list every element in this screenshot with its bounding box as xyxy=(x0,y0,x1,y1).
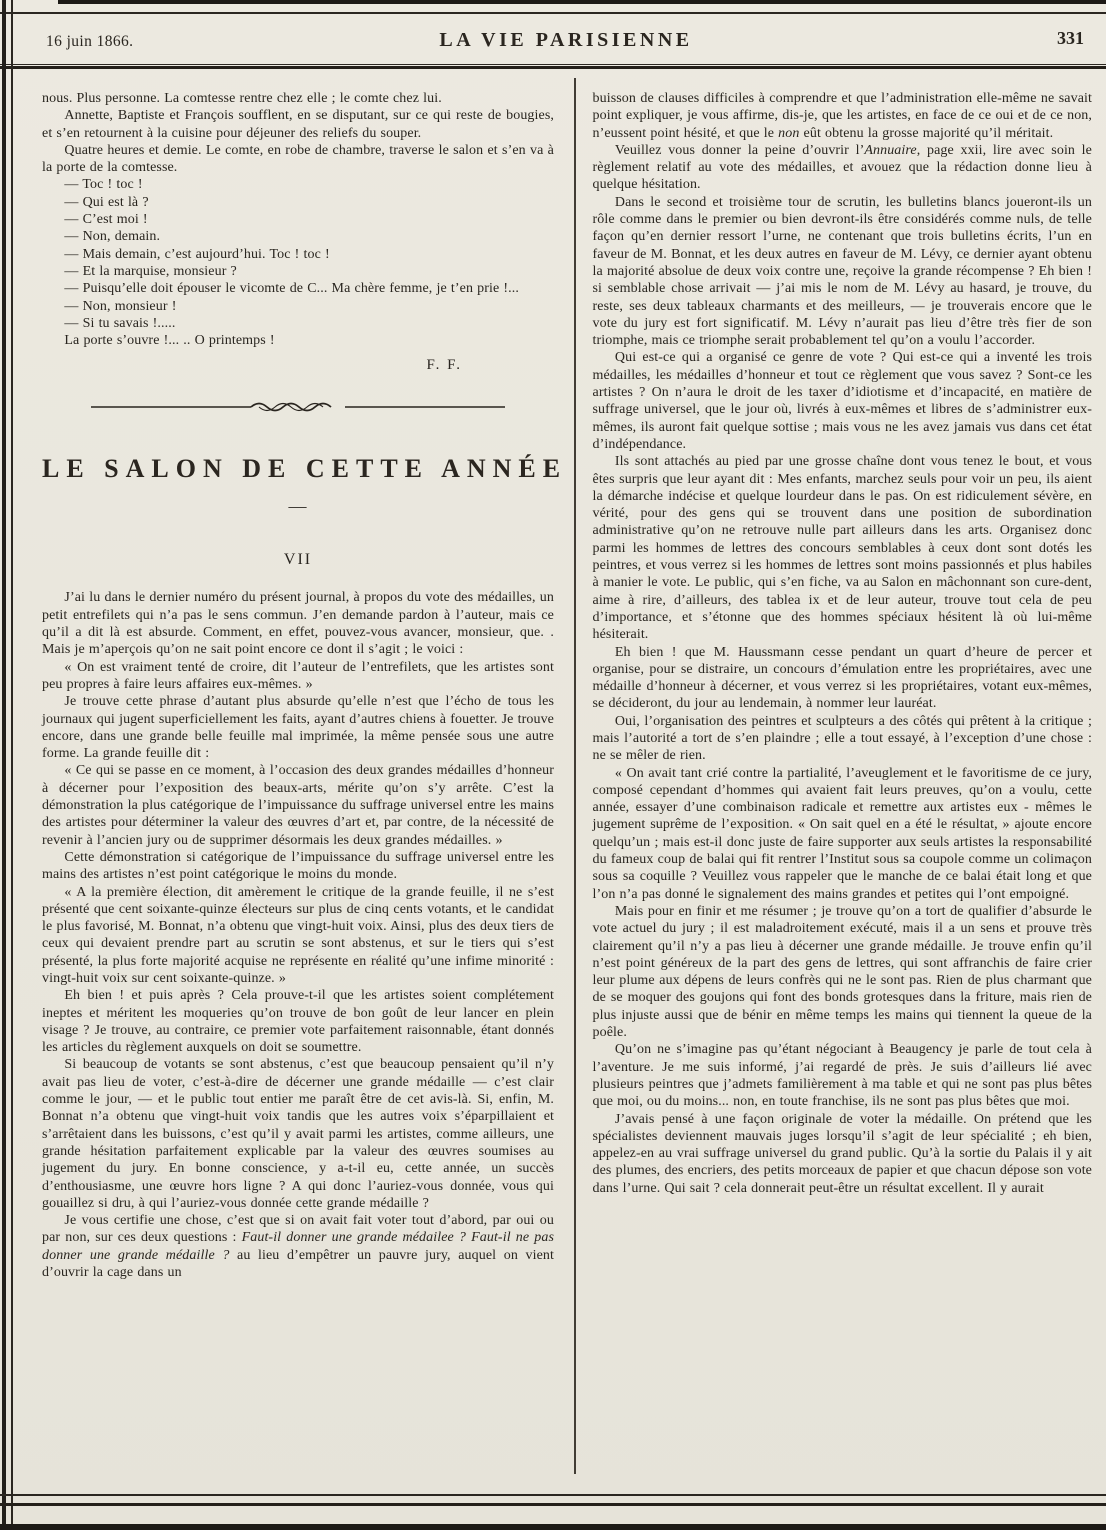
paragraph: Je trouve cette phrase d’autant plus absurde qu’elle n’est que l’écho de tous les journaux qui jugent superficiellement les faits, ayant d’autres chiens à fouetter. Je trouve encore, dans une grande belle feuille mal imprimée, la même pensée sous une autre forme. La grande feuille dit : xyxy=(42,694,554,762)
page-columns xyxy=(42,72,1094,1504)
paragraph: — Non, monsieur ! xyxy=(64,298,177,314)
right-column xyxy=(593,72,1095,1504)
paragraph: Eh bien ! et puis après ? Cela prouve-t-il que les artistes soient complétement ineptes et méritent les moqueries qu’on trouve de bon goût de leur lancer en plein visage ? Je trouve, au contraire, ce premier vote parfaitement raisonnable, étant donnés les articles du règlement auxquels on doit se soumettre. xyxy=(42,988,554,1056)
article-body-left xyxy=(42,589,554,1281)
paragraph: nous. Plus personne. La comtesse rentre chez elle ; le comte chez lui. xyxy=(42,91,442,106)
paragraph: Cette démonstration si catégorique de l’impuissance du suffrage universel entre les mains des artistes n’est point catégorique le moins du monde. xyxy=(42,849,554,883)
section-divider-ornament xyxy=(42,400,554,414)
paragraph: Qu’on ne s’imagine pas qu’étant négociant à Beaugency je parle de tout cela à l’aventure. Je me suis informé, j’ai regardé de près. Je suis d’ailleurs lié avec plusieurs peintres que j’admets familièrement à ma table et qui ne sont pas plus bêtes que moi, ou du moins... non, en toute franchise, ils ne sont pas plus bêtes que moi. xyxy=(592,1042,1092,1110)
paragraph: buisson de clauses difficiles à comprendre et que l’administration elle-même ne savait point expliquer, je vous affirme, dis-je, que les artistes, en face de ce oui et de ce non, n’eussent point hésité, et que le non eût obtenu la grosse majorité qu’il méritait. xyxy=(592,91,1092,141)
paragraph: Dans le second et troisième tour de scrutin, les bulletins blancs joueront-ils un rôle comme dans le premier ou bien devront-ils être considérés comme nuls, de telle façon qu’en dernier ressort l’urne, ne contenant que trois bulletins écrits, l’un en faveur de M. Bonnat, et les deux autres en faveur de M. Lévy, ce dernier ayant obtenu la majorité absolue de deux voix contre une, reçoive la grande récompense ? Eh bien ! si semblable chose arrivait — j’ai mis le nom de M. Lévy au hasard, je trouve, du reste, ses deux tableaux charmants et des meilleurs, — je trouverais encore que le vote du jury est fort significatif. M. Lévy n’aurait pas lieu d’être très fier de son triomphe, mais ce triomphe serait probablement tel qu’on a voulu l’accorder. xyxy=(592,194,1092,349)
paragraph: — Non, demain. xyxy=(64,229,161,245)
author-signature: F. F. xyxy=(426,357,462,374)
page-number: 331 xyxy=(1057,28,1084,48)
paragraph: Ils sont attachés au pied par une grosse chaîne dont vous tenez le bout, et vous êtes surpris que leur ayant dit : Mes enfants, marchez seuls pour voir un peu, ils aient la démarche indécise et quelque lourdeur dans le pas. On est ridiculement sévère, en vérité, pour des gens qui se trouvent dans une position de subordination administrative qu’on ne retrouve nulle part ailleurs dans les arts. Organisez donc parmi les hommes de lettres des concours semblables à ceux dont sont dotés les peintres, et vous verrez si les hommes de lettres sont moins passionnés et plus habiles à manier le vote. Le public, qui s’en fiche, va au Salon en mâchonnant son cure-dent, aime à rire, d’ailleurs, des tablea ix et de leur auteur, trouve tout cela de peu d’importance, et s’étonne que des hommes spéciaux hésitent là où lui-même hésiterait. xyxy=(592,454,1092,643)
paragraph: Oui, l’organisation des peintres et sculpteurs a des côtés qui prêtent à la critique ; mais l’autorité a tort de s’en plaindre ; elle a tout essayé, à l’exception d’une chose : ne se mêler de rien. xyxy=(592,713,1092,764)
article-body-right xyxy=(593,90,1093,1197)
page-left-border xyxy=(2,0,13,1530)
paragraph: — Mais demain, c’est aujourd’hui. Toc ! toc ! xyxy=(64,246,330,262)
paragraph: Si beaucoup de votants se sont abstenus, c’est que beaucoup pensaient qu’il n’y avait pas lieu de voter, c’est-à-dire de décerner une grande médaille — c’est clair comme le jour, — et le public tout entier me paraît être de cet avis-là. Si, enfin, M. Bonnat n’a obtenu que vingt-huit voix tandis que les autres voix s’éparpillaient et s’arrêtaient dans les buissons, c’est qu’il y avait parmi les artistes, comme ailleurs, une grande hésitation parfaitement explicable par la valeur des œuvres soumises au jugement du jury. En bonne conscience, y a-t-il eu, cette année, un succès d’enthousiasme, une œuvre hors ligne ? A qui donc l’auriez-vous donnée, vous qui gouaillez si dru, à qui l’auriez-vous donnée cette grande médaille ? xyxy=(42,1057,554,1211)
paragraph: Je vous certifie une chose, c’est que si on avait fait voter tout d’abord, par oui ou par non, sur ces deux questions : Faut-il donner une grande médailee ? Faut-il ne pas donner une grande médaille ? au lieu d’empêtrer un pauvre jury, auquel on vient d’ouvrir la cage dans un xyxy=(42,1213,554,1281)
paragraph: Mais pour en finir et me résumer ; je trouve qu’on a tort de qualifier d’absurde le vote actuel du jury ; il est maladroitement exécuté, mais il a un sens et prouve très clairement qu’il n’y a pas lieu à décerner une grande médaille. Je trouve enfin qu’il n’est point généreux de la part des gens de lettres, qui sont affranchis de faire crier leur plume aux dépens de leurs confrès qui ne le sont pas. Rien de plus charmant que de se moquer des goujons qui font des bonds grotesques dans la friture, mais rien de plus injuste aussi que de bénir en même temps les mains qui tiennent la queue de la poêle. xyxy=(592,903,1092,1041)
paragraph: Annette, Baptiste et François soufflent, en se disputant, sur ce qui reste de bougies, et s’en retournent à la cuisine pour déjeuner des reliefs du souper. xyxy=(42,108,554,141)
journal-title: LA VIE PARISIENNE xyxy=(439,29,693,51)
header-top-rule xyxy=(0,12,1106,14)
paragraph: — C’est moi ! xyxy=(64,212,148,228)
page-header xyxy=(42,26,1090,60)
section-number: VII xyxy=(283,551,313,569)
paragraph: J’ai lu dans le dernier numéro du présent journal, à propos du vote des médailles, un petit entrefilets qui n’a pas le sens commun. J’en demande pardon à l’auteur, mais ce qu’il a dit là est absurde. Comment, en effet, pouvez-vous avancer, monsieur, que. . Mais je m’aperçois qu’on ne sait point encore ce dont il s’agit ; le voici : xyxy=(42,590,554,658)
paragraph: La porte s’ouvre !... .. O printemps ! xyxy=(64,333,275,349)
paragraph: « A la première élection, dit amèrement le critique de la grande feuille, il ne s’est présenté que cent soixante-quinze électeurs sur plus de cinq cents votants, et le candidat le plus favorisé, M. Bonnat, n’a obtenu que vingt-huit voix. Ainsi, plus des deux tiers de ceux qui devaient prendre part au scrutin se sont abstenus, et sur le tiers qui s’est présenté, la plus forte majorité acquise ne représente en réalité qu’une infime minorité : vingt-huit voix sur cent soixante-quinze. » xyxy=(42,884,554,986)
paragraph: — Toc ! toc ! xyxy=(64,177,143,193)
paragraph: Veuillez vous donner la peine d’ouvrir l’Annuaire, page xxii, lire avec soin le règlement relatif au vote des médailles, et avouez que la rédaction donne lieu à quelque hésitation. xyxy=(592,142,1092,193)
paragraph: J’avais pensé à une façon originale de voter la médaille. On prétend que les spécialistes deviennent mauvais juges lorsqu’il s’agit de leur spécialité ; eh bien, appelez-en au vrai suffrage universel du grand public. Qu’à la sortie du Palais il y ait des plumes, des encriers, des petits morceaux de papier et que chacun dépose son vote dans l’urne. Qui sait ? cela donnerait peut-être un résultat excellent. Il y aurait xyxy=(592,1111,1092,1196)
page-top-edge xyxy=(58,0,1106,4)
paragraph: « Ce qui se passe en ce moment, à l’occasion des deux grandes médailles d’honneur à décerner pour l’exposition des beaux-arts, mérite qu’on s’y arrête. C’est la démonstration la plus catégorique de l’impuissance du suffrage universel entre les mains des artistes pour déterminer la valeur des œuvres d’art et, par contre, de la nécessité de revenir à l’ancien jury ou de supprimer désormais les deux grandes médailles. » xyxy=(42,763,554,848)
column-divider-rule xyxy=(574,78,576,1474)
left-column xyxy=(42,72,568,1504)
page-bottom-edge xyxy=(0,1524,1106,1530)
paragraph: « On est vraiment tenté de croire, dit l’auteur de l’entrefilets, que les artistes sont peu propres à faire leurs affaires eux-mêmes. » xyxy=(42,659,554,692)
paragraph: Eh bien ! que M. Haussmann cesse pendant un quart d’heure de percer et organise, pour se distraire, un concours d’émulation entre les propriétaires, avec une médaille d’honneur à décerner, et vous verrez si les propriétaires, votant eux-mêmes, se décideront, du jour au lendemain, à nommer leur lauréat. xyxy=(592,644,1092,712)
issue-date: 16 juin 1866. xyxy=(46,33,134,50)
page-bottom-rule-thick xyxy=(0,1503,1106,1506)
header-bottom-rule xyxy=(0,64,1106,69)
article-title-dash: — xyxy=(288,496,308,517)
feuilleton-ending xyxy=(42,90,554,349)
paragraph: « On avait tant crié contre la partialité, l’aveuglement et le favoritisme de ce jury, composé cependant d’hommes qui avaient fait leurs preuves, qu’on a voulu, cette année, essayer d’une combinaison radicale et remettre aux artistes eux - mêmes le jugement suprême de l’exposition. « On sait quel en a été le résultat, » ajoute encore quelqu’un ; mais est-il donc juste de faire supporter aux seuls artistes la responsabilité du fameux coup de balai qui fit rentrer l’Institut sous sa coupole comme un colimaçon sous sa coquille ? Veuillez vous rappeler que le manche de ce balai était long et que l’on n’a pas donné le signalement des mains grandes et petites qui l’ont empoigné. xyxy=(592,765,1092,902)
paragraph: Qui est-ce qui a organisé ce genre de vote ? Qui est-ce qui a inventé les trois médailles, les médailles d’honneur et tout ce règlement que vous savez ? Sont-ce les artistes ? On n’aura le droit de les taxer d’idiotisme et d’incapacité, en matière de suffrage universel, que le jour où, livrés à eux-mêmes et libres de s’administrer eux-mêmes, ils auront fait quelque sottise ; mais vous ne les avez jamais vus dans cet état d’indépendance. xyxy=(592,350,1092,452)
paragraph: Quatre heures et demie. Le comte, en robe de chambre, traverse le salon et s’en va à la porte de la comtesse. xyxy=(42,142,554,176)
paragraph: — Qui est là ? xyxy=(64,194,149,210)
paragraph: — Et la marquise, monsieur ? xyxy=(64,263,237,279)
article-title: LE SALON DE CETTE ANNÉE xyxy=(42,454,568,484)
paragraph: — Puisqu’elle doit épouser le vicomte de C... Ma chère femme, je t’en prie !... xyxy=(64,281,519,297)
paragraph: — Si tu savais !..... xyxy=(64,315,176,331)
page-bottom-rule-thin xyxy=(0,1494,1106,1496)
